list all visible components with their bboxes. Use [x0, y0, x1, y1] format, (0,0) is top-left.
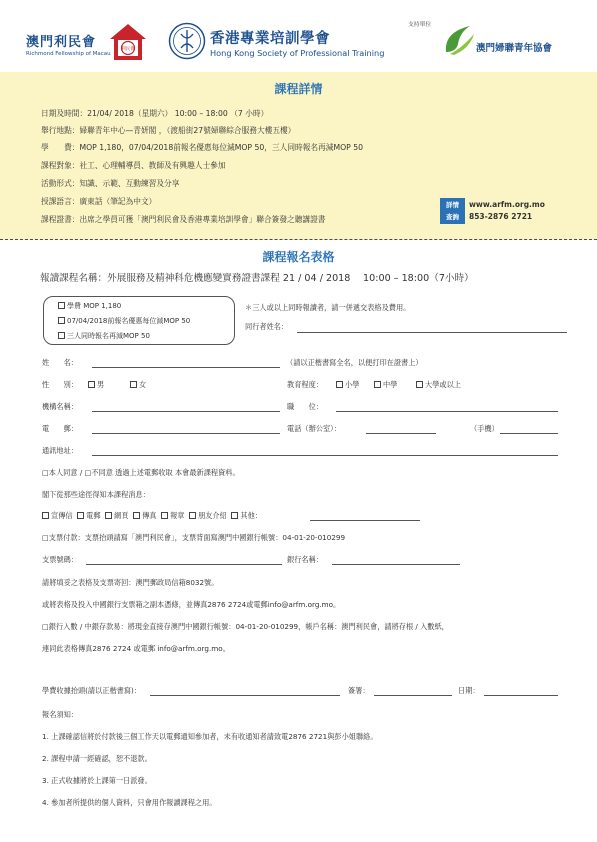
support-label: 支持單位 [408, 22, 432, 28]
checkbox-icon[interactable] [231, 512, 238, 519]
edu-primary-label: 小學 [345, 380, 360, 389]
enquiry-badge [440, 198, 465, 224]
checkbox-icon[interactable] [130, 381, 137, 388]
cheque-no-label: 支票號碼： [42, 555, 78, 564]
checkbox-icon[interactable] [133, 512, 140, 519]
source-option[interactable] [77, 511, 100, 520]
fee-option-standard[interactable] [58, 301, 121, 311]
address-label: 通訊地址： [42, 446, 78, 455]
bank-name-label: 銀行名稱： [287, 555, 323, 564]
position-field[interactable] [336, 411, 558, 412]
checkbox-icon[interactable] [58, 332, 65, 339]
mobile-label: （手機） [470, 424, 499, 433]
note-item: 4. 參加者所提供的個人資料，只會用作報讀課程之用。 [42, 798, 217, 807]
source-option[interactable] [105, 511, 128, 520]
checkbox-icon[interactable] [105, 512, 112, 519]
source-option-label: 傳真 [142, 511, 157, 520]
enquiry-contact [469, 199, 545, 223]
receipt-field[interactable] [150, 695, 340, 696]
checkbox-icon[interactable] [416, 381, 423, 388]
checkbox-icon[interactable] [161, 512, 168, 519]
bank-deposit-option[interactable]: □銀行入數 / 中銀存款易：將現金直接存澳門中國銀行帳號：04-01-20-010299，帳戶名稱：澳門利民會，請將存根 / 入數紙， [42, 622, 449, 631]
gender-female-label: 女 [139, 380, 147, 389]
detail-date: 日期及時間：21/04/ 2018（星期六） 10:00 – 18:00 （7 小時） [41, 109, 269, 118]
leaf-swirl-icon [440, 22, 480, 58]
note-item: 3. 正式收據將於上課第一日派發。 [42, 776, 152, 785]
source-option[interactable] [133, 511, 156, 520]
detail-venue: 舉行地點：婦聯青年中心—青妍閣 ，（渡船街27號婦聯綜合服務大樓五樓） [41, 126, 296, 135]
hk-title: 香港專業培訓學會 [210, 30, 330, 47]
name-note: （請以正楷書寫全名，以便打印在證書上） [286, 358, 423, 367]
source-option-label: 朋友介紹 [198, 511, 227, 520]
name-label: 姓 名： [42, 358, 78, 367]
cheque-no-field[interactable] [86, 564, 282, 565]
checkbox-icon[interactable] [189, 512, 196, 519]
source-option-label: 其他： [240, 511, 262, 520]
source-option-label: 宣傳信 [51, 511, 73, 520]
edu-secondary-label: 中學 [383, 380, 398, 389]
email-field[interactable] [92, 433, 280, 434]
gender-label: 性 別： [42, 380, 78, 389]
address-field[interactable] [92, 455, 558, 456]
fee-option-label: 07/04/2018前報名優惠每位減MOP 50 [67, 317, 191, 325]
email-label: 電 郵： [42, 424, 78, 433]
details-title: 課程詳情 [274, 82, 323, 96]
ywa-logo [440, 22, 590, 64]
source-options [42, 511, 262, 521]
checkbox-icon[interactable] [77, 512, 84, 519]
cheque-payment-option[interactable]: □支票付款：支票抬頭請寫「澳門利民會」，支票背面寫澳門中國銀行帳號：04-01-20-010299 [42, 533, 346, 542]
ywa-name: 澳門婦聯青年協會 [476, 43, 553, 54]
enquiry-box [440, 198, 570, 226]
detail-audience: 課程對象：社工、心理輔導員、教師及有興趣人士參加 [41, 161, 226, 170]
position-label: 職 位： [287, 402, 323, 411]
edu-university-option[interactable] [416, 380, 461, 390]
fee-option-early-bird[interactable] [58, 316, 190, 326]
signature-label: 簽署： [348, 686, 370, 695]
consent-line[interactable]: □本人同意 / □不同意 透過上述電郵收取 本會最新課程資料。 [42, 468, 240, 477]
office-phone-field[interactable] [366, 433, 436, 434]
signature-field[interactable] [374, 695, 452, 696]
checkbox-icon[interactable] [42, 512, 49, 519]
edu-primary-option[interactable] [336, 380, 359, 390]
edu-university-label: 大學或以上 [425, 380, 461, 389]
website-link[interactable]: www.arfm.org.mo [469, 200, 545, 209]
mail-instruction: 請將填妥之表格及支票寄回：澳門郵政局信箱8032號。 [42, 578, 219, 587]
source-option[interactable] [189, 511, 227, 520]
note-item: 2. 課程申請一經確認，恕不退款。 [42, 754, 152, 763]
name-field[interactable] [92, 367, 280, 368]
source-question: 閣下從那些途徑得知本課程消息： [42, 490, 150, 499]
bank-deposit-instruction: 連同此表格傳真2876 2724 或電郵 info@arfm.org.mo。 [42, 644, 230, 653]
checkbox-icon[interactable] [58, 317, 65, 324]
org-label: 機構名稱： [42, 402, 78, 411]
companion-label: 同行者姓名： [245, 322, 289, 331]
gender-female-option[interactable] [130, 380, 146, 390]
enquiry-badge-line-2: 查詢 [446, 213, 459, 221]
education-label: 教育程度： [287, 380, 323, 389]
enquiry-badge-line-1: 詳情 [446, 201, 459, 209]
receipt-label: 學費收據抬頭(請以正楷書寫)： [42, 686, 142, 695]
detail-certificate: 課程證書：出席之學員可獲「澳門利民會及香港專業培訓學會」聯合簽發之聽講證書 [41, 215, 326, 224]
hk-society-logo [168, 22, 398, 64]
checkbox-icon[interactable] [88, 381, 95, 388]
fee-option-group[interactable] [58, 331, 150, 341]
source-option-label: 網頁 [114, 511, 129, 520]
rf-subtitle: Richmond Fellowship of Macau [26, 51, 111, 57]
page-header [0, 0, 597, 72]
richmond-fellowship-logo [18, 22, 146, 64]
source-option-label: 報章 [170, 511, 185, 520]
checkbox-icon[interactable] [58, 302, 65, 309]
group-note: ＊三人或以上同時報讀者，請一併遞交表格及費用。 [245, 303, 411, 312]
date-field[interactable] [484, 695, 558, 696]
source-option[interactable] [42, 511, 73, 520]
course-details-panel [0, 72, 597, 240]
rf-title: 澳門利民會 [26, 35, 97, 50]
source-option[interactable] [161, 511, 184, 520]
office-phone-label: 電話（辦公室）： [287, 424, 341, 433]
hk-subtitle: Hong Kong Society of Professional Training [210, 48, 385, 58]
org-field[interactable] [92, 411, 280, 412]
date-label: 日期： [458, 686, 480, 695]
note-item: 1. 上課確認信將於付款後三個工作天以電郵通知參加者，未有收通知者請致電2876 2721與彭小姐聯絡。 [42, 732, 378, 741]
edu-secondary-option[interactable] [374, 380, 397, 390]
enquiry-phone: 853-2876 2721 [469, 212, 533, 221]
companion-field[interactable] [297, 332, 567, 333]
gender-male-label: 男 [97, 380, 105, 389]
society-emblem-icon [168, 22, 206, 60]
fee-options-box [43, 296, 235, 345]
notes-title: 報名須知： [42, 710, 78, 719]
source-option-label: 電郵 [86, 511, 101, 520]
fee-option-label: 三人同時報名再減MOP 50 [67, 332, 150, 340]
cut-line-divider [0, 239, 597, 240]
detail-format: 活動形式：知識、示範、互動練習及分享 [41, 179, 180, 188]
gender-male-option[interactable] [88, 380, 104, 390]
fax-instruction: 或將表格及投入中國銀行支票箱之副本憑條，並傳真2876 2724或電郵info@arfm.org.mo。 [42, 600, 341, 609]
checkbox-icon[interactable] [374, 381, 381, 388]
form-title: 課程報名表格 [262, 250, 335, 264]
fee-option-label: 學費 MOP 1,180 [67, 302, 122, 310]
source-other-field[interactable] [310, 520, 420, 521]
source-option[interactable] [231, 511, 262, 520]
form-course-name: 報讀課程名稱：外展服務及精神科危機應變實務證書課程 21 / 04 / 2018 10:00 – 18:00（7小時） [40, 273, 474, 284]
detail-fee: 學 費：MOP 1,180，07/04/2018前報名優惠每位減MOP 50，三人同時報名再減MOP 50 [41, 143, 363, 152]
checkbox-icon[interactable] [336, 381, 343, 388]
bank-name-field[interactable] [332, 564, 460, 565]
house-logo-icon [108, 22, 148, 62]
svg-text:利民會: 利民會 [121, 47, 135, 52]
detail-language: 授課語言：廣東話（筆記為中文） [41, 197, 157, 206]
mobile-field[interactable] [500, 433, 558, 434]
